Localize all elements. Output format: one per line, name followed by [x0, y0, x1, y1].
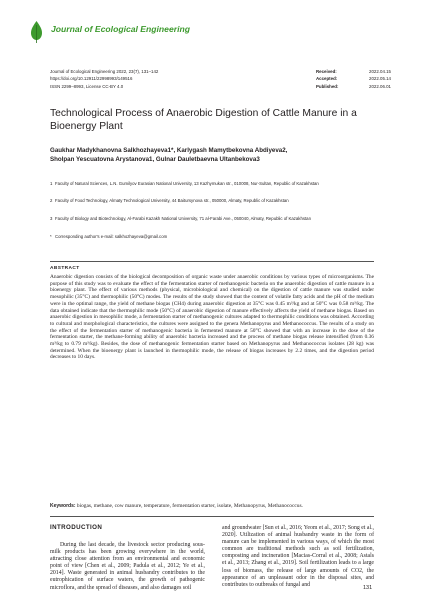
- divider: [50, 261, 374, 262]
- author-line: Gaukhar Madykhanovna Salkhozhayeva1*, Karlygash Mamytbekovna Abdiyeva2,: [50, 147, 288, 154]
- published-date-row: [316, 83, 391, 90]
- received-date-row: [316, 68, 391, 75]
- date-value: 2022.06.01: [369, 83, 391, 89]
- affiliation-number: 1: [50, 181, 53, 186]
- journal-name: Journal of Ecological Engineering: [51, 24, 190, 34]
- date-value: 2022.04.15: [369, 69, 391, 74]
- page-number: 131: [363, 585, 373, 591]
- affiliation: [50, 180, 375, 187]
- author-list: [50, 146, 380, 165]
- intro-left-column: During the last decade, the livestock sector producing sous-milk products has been growing everywhere in the world, attracting close attention from an environmental and economic point of view [Chen et al., 2009; Padula et al., 2012; Ye et al., 2014]. Waste generated in animal husbandry contributes to the eutrophication of surface waters, the growth of pathogenic microflora, and the spread of diseases, and also damages soil: [50, 542, 205, 591]
- doi-link[interactable]: https://doi.org/10.12911/22998993/149516: [50, 76, 133, 82]
- citation: Journal of Ecological Engineering 2022, 23(7), 131–142: [50, 69, 159, 74]
- affiliation-text: Faculty of Biology and Biotechnology, Al-Farabi Kazakh National University, 71 al-Farabi Ave., 050040, Almaty, Republic of Kazakhstan: [55, 216, 311, 221]
- corresponding-author: [50, 233, 375, 240]
- affiliation: [50, 197, 375, 204]
- abstract-text: Anaerobic digestion consists of the biological decomposition of organic waste under anaerobic conditions by various types of microorganisms. The purpose of this study was to evaluate the effect of the fermentation starter of methanogenic bacteria on the anaerobic digestion of cattle manure in a bioenergy plant. The effect of various methods (physical, microbiological and chemical) on the digestion of cattle manure was studied under mesophilic (35°C) and thermophilic (50°C) modes. The results of the study showed that the content of volatile fatty acids and the pH of the medium were in the optimal range, the yield of methane biogas (CH4) during anaerobic digestion at 35°C was 0.45 m³/kg and at 50°C was 0.58 m³/kg. The data obtained indicate that the thermophilic mode (50°C) of anaerobic digestion of manure effectively affects the yield of methane biogas. Based on anaerobic digestion in mesophilic mode, a fermentation starter of methanogenic cultures adapted to thermophilic conditions was obtained. According to cultural and morphological characteristics, the cultures were assigned to the genera Methanopyrus and Methanococcus. The results of a study on the effect of the fermentation starter of methanogenic bacteria in fermented manure at 50°C showed that with an increase in the dose of the fermentation starter, the methane-forming ability of anaerobic bacteria increased and the process of methane biogas release intensified (from 0.36 m³/kg to 0.79 m³/kg). Besides, the dose of methanogenic fermentation starter based on Methanopyrus and Methanococcus isolates (28 kg) was determined. When the bioenergy plant is launched in thermophilic mode, the release of biogas increases by 2.2 times, and the digestion period decreases to 10 days.: [50, 274, 374, 361]
- affiliation-text: Faculty of Natural Sciences, L.N. Gumilyov Eurasian National University, 13 Kazhymukan str., 010008, Nur-Sultan, Republic of Kazakhstan: [55, 181, 319, 186]
- paper-title: Technological Process of Anaerobic Digestion of Cattle Manure in a Bioenergy Plant: [50, 108, 357, 132]
- article-dates: [316, 68, 391, 90]
- affiliation-number: *: [50, 234, 52, 239]
- keywords-text: biogas, methane, cow manure, temperature, fermentation starter, isolate, Methanopyrus, Methanococcus.: [76, 503, 303, 509]
- affiliation-number: 3: [50, 216, 53, 221]
- date-label: Received:: [316, 69, 337, 74]
- date-label: Accepted:: [316, 76, 338, 82]
- date-label: Published:: [316, 83, 339, 89]
- date-value: 2022.05.14: [369, 76, 391, 82]
- intro-right-column: and groundwater [Sun et al., 2016; Yeom et al., 2017; Song et al., 2020]. Utilization of animal husbandry waste in the form of manure can be implemented in various ways, of which the most common are traditional methods such as soil fertilization, composting and incineration [Macias-Corral et al., 2008; Astals et al., 2013; Zhang et al., 2019]. Soil fertilization leads to a large loss of biomass, the release of large amounts of CO2, the appearance of an unpleasant odor in the disposal sites, and contributes to outbreaks of fungal and: [222, 525, 374, 588]
- section-heading-introduction: INTRODUCTION: [50, 524, 103, 531]
- affiliation-number: 2: [50, 198, 53, 203]
- keywords-label: Keywords:: [50, 503, 76, 509]
- affiliation-text: Faculty of Food Technology, Almaty Technological University, 44 Baitursynova str., 050000, Almaty, Republic of Kazakhstan: [55, 198, 289, 203]
- issn-license: ISSN 2299–8993, License CC-BY 4.0: [50, 83, 124, 89]
- journal-logo-icon: [29, 20, 44, 44]
- abstract-heading: ABSTRACT: [50, 266, 80, 271]
- divider: [50, 516, 374, 517]
- affiliation-text: Corresponding author's e-mail: salkhozhayeva@gmail.com: [55, 234, 168, 239]
- accepted-date-row: [316, 75, 391, 82]
- article-meta: [50, 68, 158, 90]
- author-line: Sholpan Yescuatovna Arystanova1, Gulnar Dauletbaevna Ultanbekova3: [50, 156, 260, 164]
- keywords: [50, 503, 374, 510]
- affiliation: [50, 215, 375, 222]
